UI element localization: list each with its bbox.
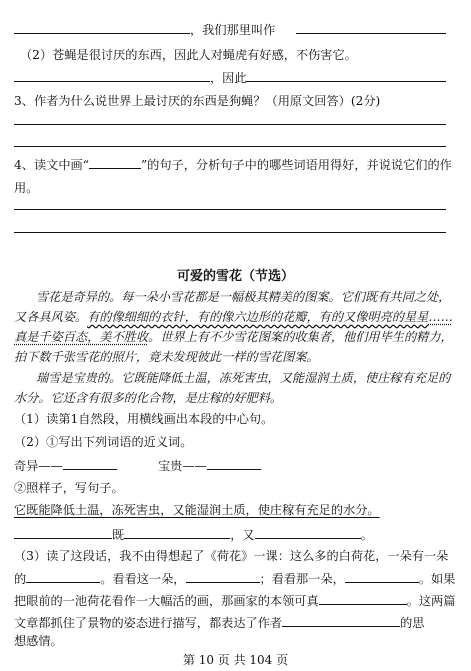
example-sentence: [14, 502, 380, 518]
blank[interactable]: [124, 526, 230, 539]
blank[interactable]: [14, 526, 112, 539]
text: 。如果: [418, 572, 456, 586]
question-text: ，我们那里叫作: [190, 23, 276, 37]
blank[interactable]: [282, 614, 400, 627]
blank[interactable]: [207, 457, 261, 470]
text: ；看看那一朵，: [259, 572, 345, 586]
passage-line: [14, 329, 453, 345]
page-footer: 第 10 页 共 104 页: [182, 653, 289, 667]
text: 文章都抓住了景物的姿态进行描写，都表达了作者: [14, 616, 283, 630]
passage-line: 雪花是奇异的。每一朵小雪花都是一幅极其精美的图案。它们既有共同之处，: [36, 290, 451, 304]
blank[interactable]: [63, 457, 117, 470]
blank[interactable]: [186, 570, 260, 583]
text: 。看看这一朵，: [100, 572, 186, 586]
synonym-item: [158, 457, 261, 474]
text: 。这两篇: [406, 594, 456, 608]
subquestion-2b: ②照样子，写句子。: [14, 481, 124, 495]
period: 。: [360, 528, 373, 542]
answer-line[interactable]: [14, 81, 210, 82]
blank[interactable]: [255, 526, 361, 539]
subquestion-2: （2）①写出下列词语的近义词。: [14, 435, 193, 449]
question-4-cont: 用。: [14, 181, 39, 195]
answer-line[interactable]: [14, 146, 446, 147]
imitate-line: [14, 526, 373, 543]
answer-line[interactable]: [296, 33, 446, 34]
subquestion-3-line: 想感情。: [14, 634, 63, 648]
dotted-sentence: 真是千姿百态，美不胜收: [14, 330, 149, 344]
synonym-item: [14, 457, 117, 474]
question-text: （2）苍蝇是很讨厌的东西，因此人对蝇虎有好感，不伤害它。: [20, 48, 357, 62]
answer-line[interactable]: [14, 232, 446, 233]
q4-rest: ”的句子，分析句子中的哪些词语用得好，并说说它们的作: [140, 158, 452, 172]
connector: ，又: [230, 528, 255, 542]
answer-line[interactable]: [14, 124, 446, 125]
passage-line: 水分。它还含有很多的化合物，是庄稼的好肥料。: [14, 391, 283, 405]
passage-title: 可爱的雪花（节选）: [176, 269, 294, 284]
wavy-sentence: 有的像细细的衣针，有的像六边形的花瓣，有的又像明亮的星星: [87, 310, 429, 324]
q4-start: 4、读文中画“: [14, 158, 89, 172]
passage-line: 瑞雪是宝贵的。它既能降低土温，冻死害虫，又能湿润土质，使庄稼有充足的: [36, 371, 451, 385]
text: 的思: [400, 616, 425, 630]
text: 的: [14, 572, 27, 586]
passage-line: 拍下数千张雪花的照片，竟未发现彼此一样的雪花图案。: [14, 350, 319, 364]
ellipsis: ……: [428, 310, 453, 324]
subquestion-3: （3）读了这段话，我不由得想起了《荷花》一课：这么多的白荷花，一朵有一朵: [14, 549, 449, 563]
subquestion-3-line: [14, 614, 425, 631]
text: 把眼前的一池荷花看作一大幅活的画，那画家的本领可真: [14, 594, 319, 608]
blank[interactable]: [319, 592, 407, 605]
synonym-word: 奇异——: [14, 459, 63, 473]
answer-line[interactable]: [14, 209, 446, 210]
subquestion-3-line: [14, 592, 455, 609]
question-text: ，因此: [210, 71, 247, 85]
passage-fragment: 又各具风姿。: [14, 310, 88, 324]
blank[interactable]: [26, 570, 100, 583]
answer-line[interactable]: [14, 33, 190, 34]
blank[interactable]: [89, 156, 141, 169]
passage-line: [14, 309, 453, 325]
question-3: 3、作者为什么说世界上最讨厌的东西是狗蝇？（用原文回答）(2分): [14, 94, 381, 108]
answer-line[interactable]: [246, 81, 446, 82]
question-4: [14, 156, 452, 173]
subquestion-1: （1）读第1自然段，用横线画出本段的中心句。: [14, 412, 274, 426]
subquestion-3-line: [14, 570, 455, 587]
synonym-word: 宝贵——: [158, 459, 207, 473]
example-text: 它既能降低土温，冻死害虫，又能湿润土质，使庄稼有充足的水分。: [14, 503, 380, 517]
blank[interactable]: [345, 570, 419, 583]
passage-fragment: 。世界上有不少雪花图案的收集者，他们用毕生的精力，: [148, 330, 453, 344]
connector: 既: [112, 528, 125, 542]
